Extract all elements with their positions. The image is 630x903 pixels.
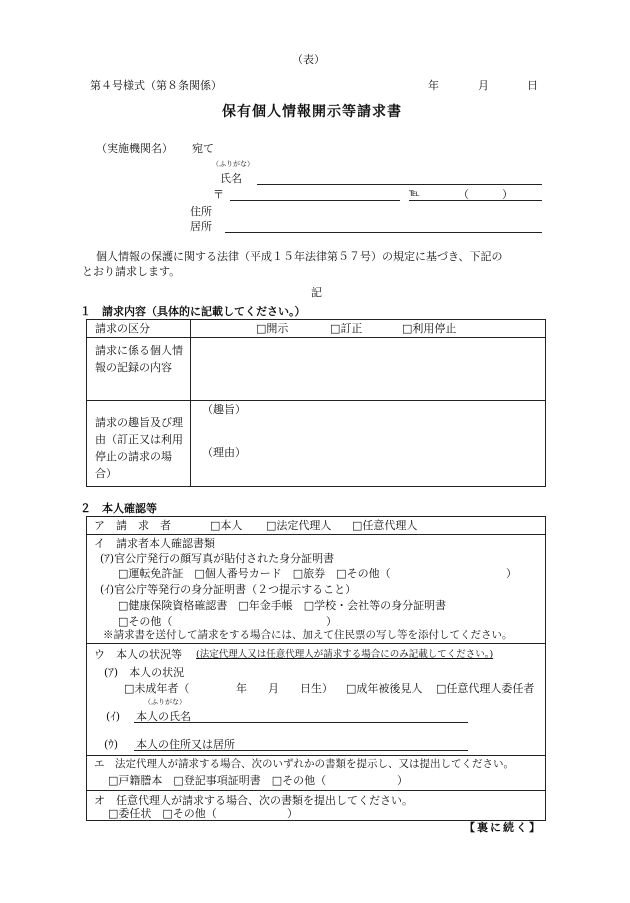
requester-voluntary-agent[interactable]: □任意代理人 xyxy=(352,519,418,532)
option-disclose[interactable]: □開示 xyxy=(256,322,289,335)
address-field-line[interactable] xyxy=(225,232,542,233)
voluntary-agent-docs-close: ） xyxy=(287,807,298,820)
tel-parens: （ ） xyxy=(458,188,513,201)
addressee-to: 宛て xyxy=(192,142,214,155)
date-day-label: 日 xyxy=(527,79,538,92)
id-docs-sub2-close: ） xyxy=(326,615,337,628)
id-docs-sub2-options[interactable]: □健康保険資格確認書 □年金手帳 □学校・会社等の身分証明書 xyxy=(118,599,447,612)
form-number: 第４号様式（第８条関係） xyxy=(90,79,222,92)
reason-sub-label: （理由） xyxy=(202,446,246,459)
principal-sub-u: (ｳ) xyxy=(104,738,119,751)
principal-sub-i: (ｲ) xyxy=(106,710,121,723)
principal-name-label: 本人の氏名 xyxy=(136,710,191,723)
birth-month-label: 月 xyxy=(268,682,279,695)
address-label: 住所 xyxy=(190,205,212,218)
requester-legal-agent[interactable]: □法定代理人 xyxy=(266,519,332,532)
principal-furigana-label: （ふりがな） xyxy=(144,698,186,706)
voluntary-agent-docs-options[interactable]: □委任状 □その他（ xyxy=(108,807,217,820)
reason-field[interactable] xyxy=(191,460,545,486)
option-correct[interactable]: □訂正 xyxy=(330,322,363,335)
record-content-field[interactable] xyxy=(191,338,545,400)
intro-line-2: とおり請求します。 xyxy=(82,265,181,278)
residence-label: 居所 xyxy=(190,220,212,233)
page-title: 保有個人情報開示等請求書 xyxy=(222,104,402,120)
purpose-sub-label: （趣旨） xyxy=(202,403,246,416)
legal-agent-docs-text: エ 法定代理人が請求する場合、次のいずれかの書類を提示し、又は提出してください。 xyxy=(94,758,514,770)
tel-field-line[interactable] xyxy=(409,200,542,201)
principal-status-note: (法定代理人又は任意代理人が請求する場合にのみ記載してください。) xyxy=(196,649,494,660)
id-docs-sub1-close: ） xyxy=(506,567,517,580)
identity-row-line-2 xyxy=(86,643,546,644)
postal-mark: 〒 xyxy=(213,188,224,201)
option-stop-use[interactable]: □利用停止 xyxy=(402,322,457,335)
name-field-line[interactable] xyxy=(257,184,542,185)
section1-heading: １ 請求内容（具体的に記載してください。） xyxy=(80,305,306,318)
date-month-label: 月 xyxy=(478,79,489,92)
principal-address-line[interactable] xyxy=(134,750,468,751)
status-adult-ward[interactable]: □成年被後見人 xyxy=(346,682,423,695)
request-row-line-2 xyxy=(86,400,546,401)
ki-label: 記 xyxy=(311,286,322,299)
legal-agent-docs-options[interactable]: □戸籍謄本 □登記事項証明書 □その他（ xyxy=(108,774,327,787)
id-docs-note: ※請求書を送付して請求をする場合には、加えて住民票の写し等を添付してください。 xyxy=(103,629,513,641)
birth-day-label: 日生） xyxy=(300,682,333,695)
side-mark: （表） xyxy=(292,53,325,66)
furigana-label: （ふりがな） xyxy=(212,160,254,168)
purpose-field[interactable] xyxy=(191,418,545,442)
identity-row-line-3 xyxy=(86,755,546,756)
id-docs-title: イ 請求者本人確認書類 xyxy=(94,537,215,550)
continue-label: 【裏に続く】 xyxy=(464,821,542,834)
postal-field-line[interactable] xyxy=(230,200,400,201)
identity-row-line-4 xyxy=(86,790,546,791)
record-content-label: 請求に係る個人情報の記録の内容 xyxy=(95,344,183,374)
date-year-label: 年 xyxy=(428,79,439,92)
principal-status-title: ウ 本人の状況等 xyxy=(94,648,182,661)
intro-line-1: 個人情報の保護に関する法律（平成１５年法律第５７号）の規定に基づき、下記の xyxy=(96,250,503,263)
identity-row-line-1 xyxy=(86,534,546,535)
id-docs-sub2-other[interactable]: □その他（ xyxy=(118,615,173,628)
purpose-reason-label: 請求の趣旨及び理由（訂正又は利用停止の請求の場合） xyxy=(95,416,183,480)
id-docs-sub1: (ｱ)官公庁発行の顔写真が貼付された身分証明書 xyxy=(100,552,335,565)
legal-agent-docs-close: ） xyxy=(397,774,408,787)
id-docs-sub1-options[interactable]: □運転免許証 □個人番号カード □旅券 □その他（ xyxy=(118,567,391,580)
principal-address-label: 本人の住所又は居所 xyxy=(136,738,235,751)
name-label: 氏名 xyxy=(220,172,242,185)
principal-name-line[interactable] xyxy=(134,722,468,723)
tel-label: ℡ xyxy=(409,188,420,199)
requester-label: ア 請 求 者 xyxy=(94,519,171,532)
status-delegator[interactable]: □任意代理人委任者 xyxy=(436,682,535,695)
status-minor[interactable]: □未成年者（ xyxy=(124,682,190,695)
id-docs-sub2: (ｲ)官公庁等発行の身分証明書（２つ提示すること） xyxy=(100,583,357,596)
voluntary-agent-docs-text: オ 任意代理人が請求する場合、次の書類を提出してください。 xyxy=(94,794,413,807)
section2-heading: ２ 本人確認等 xyxy=(80,502,157,515)
requester-self[interactable]: □本人 xyxy=(210,519,243,532)
birth-year-label: 年 xyxy=(236,682,247,695)
request-type-label: 請求の区分 xyxy=(95,322,150,335)
agency-label: （実施機関名） xyxy=(96,142,173,155)
principal-status-sub-a: (ｱ) 本人の状況 xyxy=(104,666,185,679)
